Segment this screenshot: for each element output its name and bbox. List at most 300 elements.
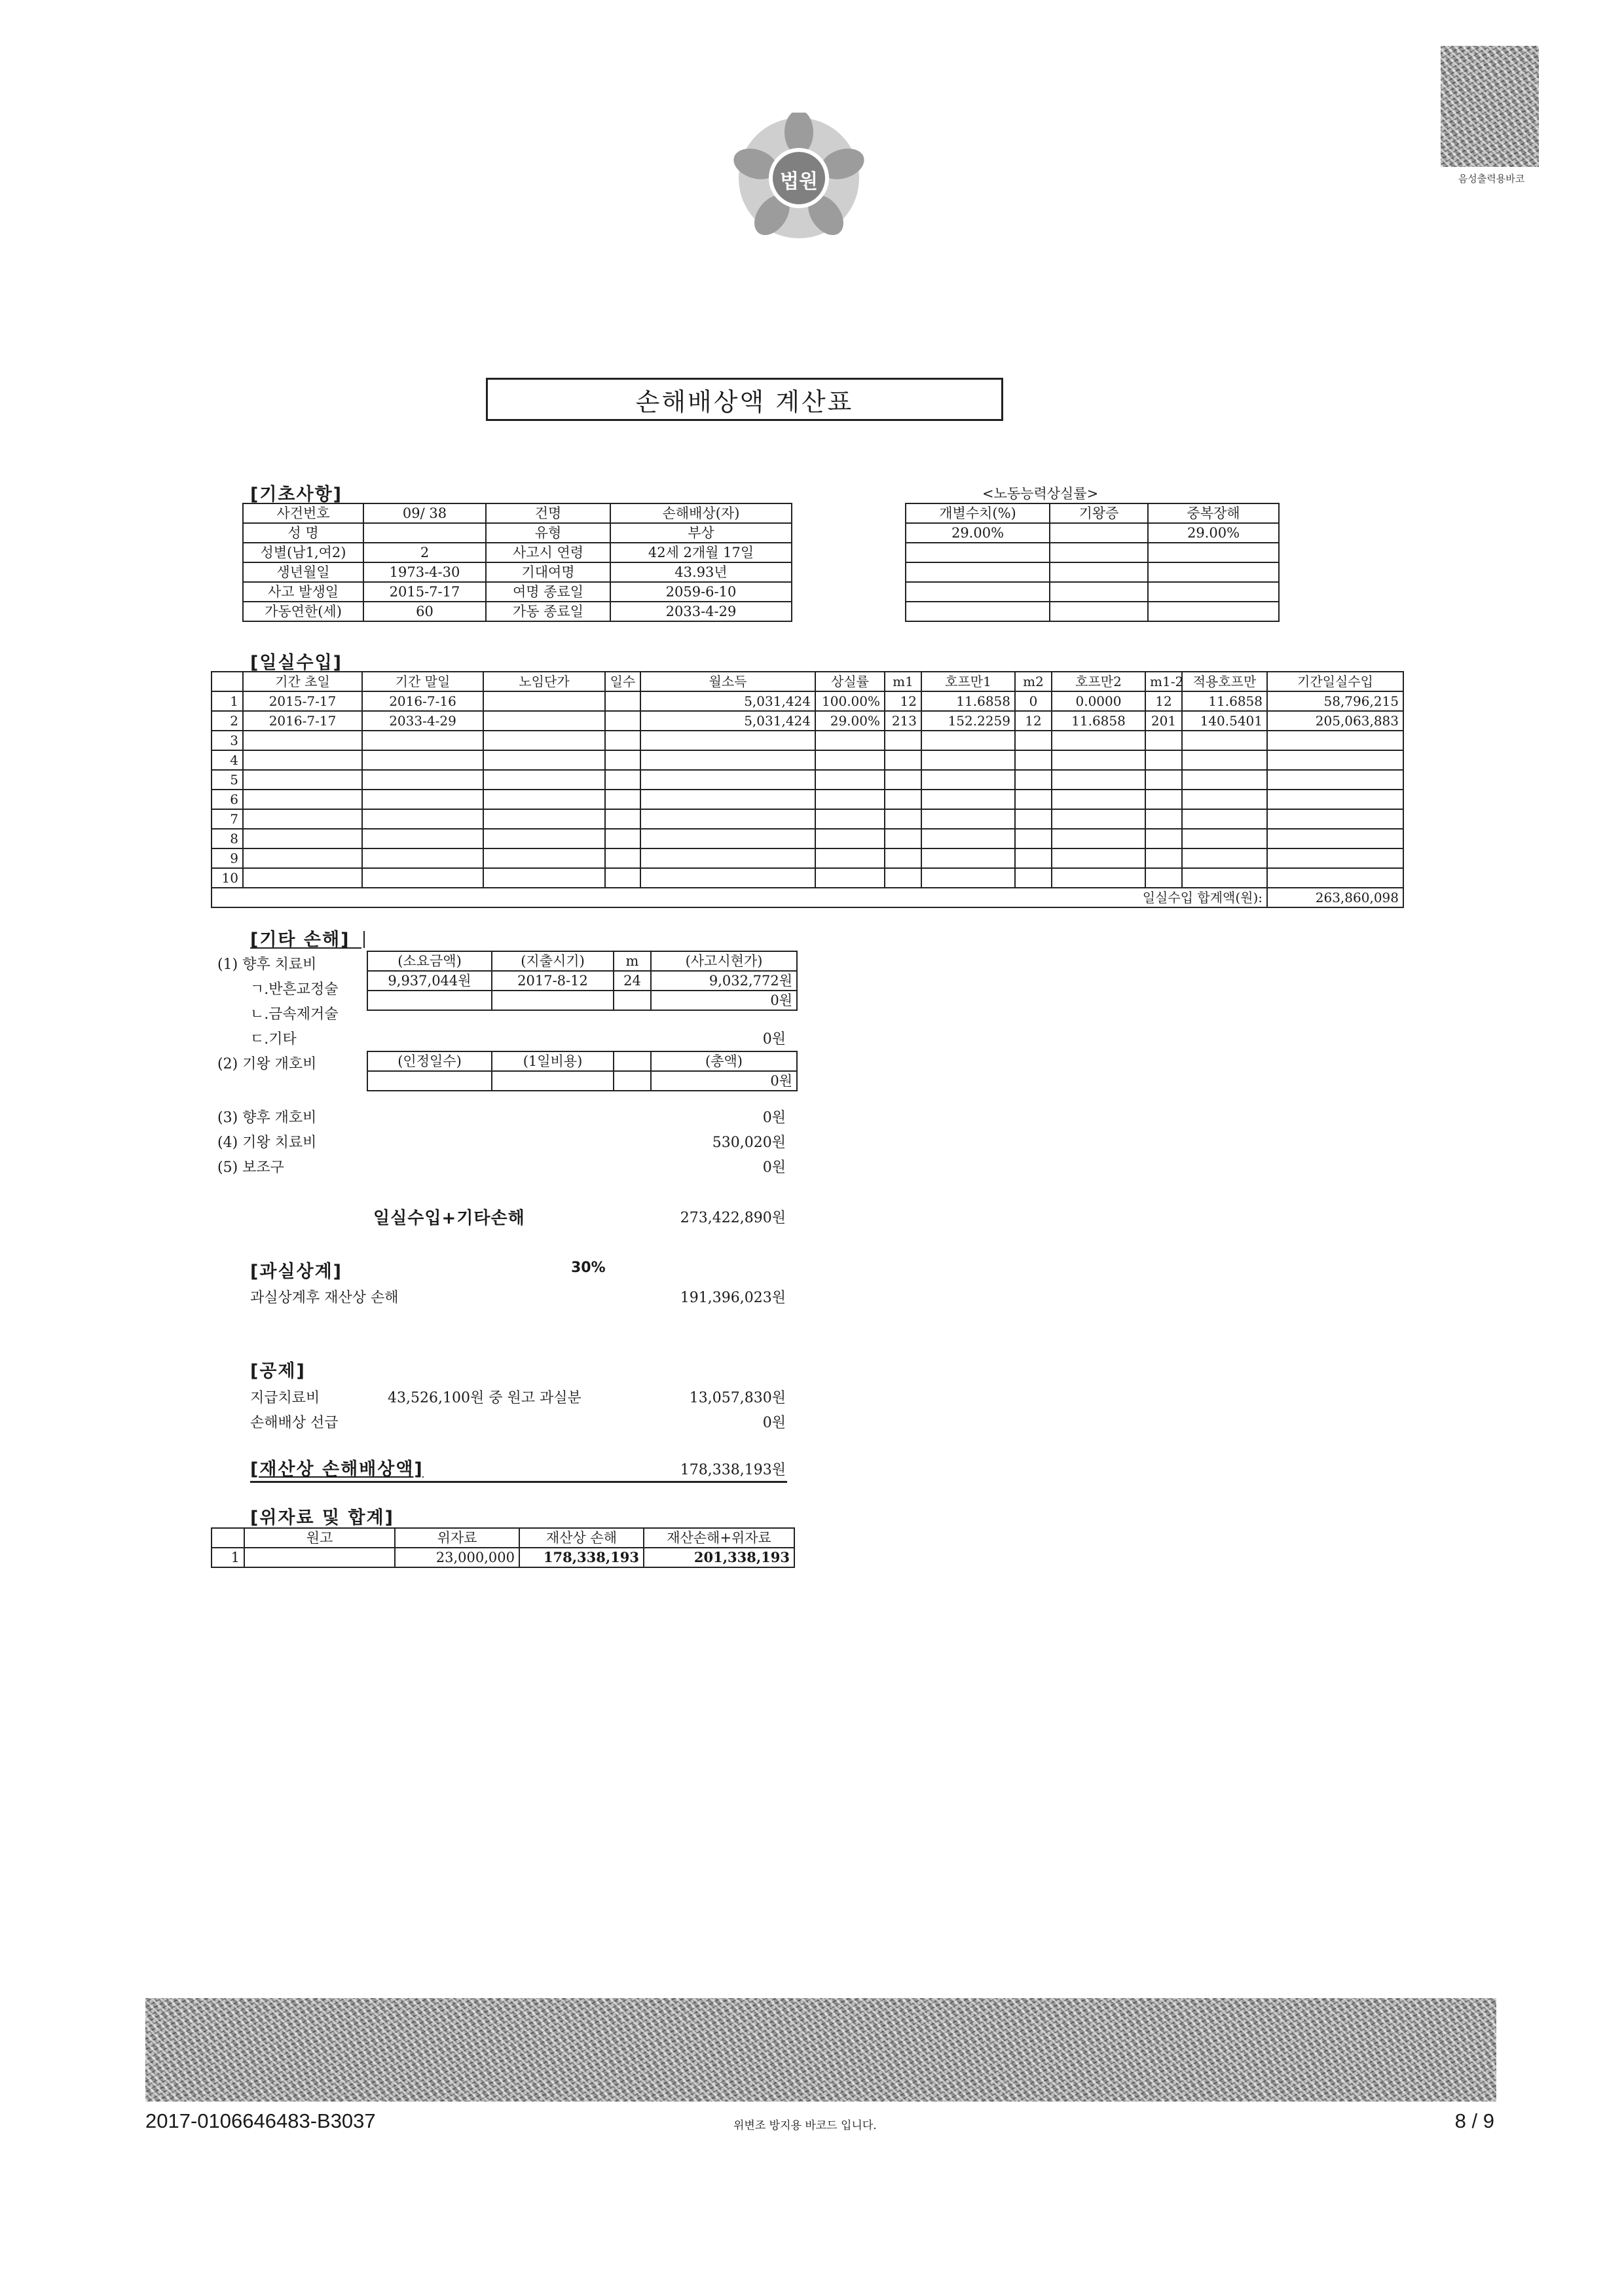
disability-header: 중복장해 xyxy=(1148,503,1279,523)
income-cell: 5,031,424 xyxy=(640,691,815,711)
income-plus-other-value: 273,422,890원 xyxy=(680,1210,786,1226)
income-cell xyxy=(885,750,921,770)
basic-label: 여명 종료일 xyxy=(486,582,610,602)
deduction-paid-value: 13,057,830원 xyxy=(689,1390,786,1406)
future-header-m: m xyxy=(614,951,651,971)
income-cell: 11.6858 xyxy=(921,691,1015,711)
future-header-amount: (소요금액) xyxy=(367,951,492,971)
basic-label: 성별(남1,여2) xyxy=(243,543,363,562)
income-cell xyxy=(1015,731,1052,750)
emblem-text: 법원 xyxy=(780,170,818,193)
income-cell xyxy=(243,750,362,770)
income-cell xyxy=(921,848,1015,868)
income-cell xyxy=(1182,848,1267,868)
disability-cell xyxy=(1050,543,1148,562)
income-cell xyxy=(1267,829,1403,848)
income-cell: 4 xyxy=(212,750,243,770)
deduction-advance-label: 손해배상 선급 xyxy=(250,1415,339,1431)
page-number: 8 / 9 xyxy=(1454,2109,1494,2132)
disability-cell xyxy=(906,602,1050,621)
income-cell: 2033-4-29 xyxy=(362,711,483,731)
property-value: 178,338,193원 xyxy=(680,1462,786,1478)
deduction-paid-label: 지급치료비 xyxy=(250,1390,320,1406)
income-header: 기간일실수입 xyxy=(1267,672,1403,691)
care-header-total: (총액) xyxy=(651,1051,797,1071)
income-cell xyxy=(885,829,921,848)
income-cell xyxy=(362,848,483,868)
income-cell xyxy=(1182,868,1267,888)
other-section-title: [기타 손해] xyxy=(250,930,350,950)
income-cell: 12 xyxy=(885,691,921,711)
consolation-row-no: 1 xyxy=(212,1548,244,1567)
income-cell xyxy=(1015,829,1052,848)
property-section-title: [재산상 손해배상액] xyxy=(250,1459,424,1480)
income-cell: 6 xyxy=(212,790,243,809)
consolation-header-no xyxy=(212,1528,244,1548)
consolation-table-wrap xyxy=(211,1527,795,1568)
income-row xyxy=(212,848,1403,868)
income-cell xyxy=(1182,731,1267,750)
consolation-header-row xyxy=(212,1528,794,1548)
income-cell xyxy=(243,848,362,868)
basic-value xyxy=(363,523,486,543)
fault-rate: 30% xyxy=(571,1260,606,1276)
care-cost-value xyxy=(492,1071,614,1091)
income-cell xyxy=(362,731,483,750)
care-days-value xyxy=(367,1071,492,1091)
disability-row xyxy=(906,562,1279,582)
income-cell: 7 xyxy=(212,809,243,829)
income-cell xyxy=(1052,809,1145,829)
consolation-row-plaintiff xyxy=(244,1548,395,1567)
income-cell: 8 xyxy=(212,829,243,848)
income-cell xyxy=(362,809,483,829)
income-header: 호프만1 xyxy=(921,672,1015,691)
income-cell xyxy=(243,809,362,829)
income-cell: 11.6858 xyxy=(1182,691,1267,711)
income-row xyxy=(212,809,1403,829)
basic-label: 생년월일 xyxy=(243,562,363,582)
care-total-value: 0원 xyxy=(651,1071,797,1091)
basic-label: 성 명 xyxy=(243,523,363,543)
income-row xyxy=(212,750,1403,770)
income-table xyxy=(211,671,1404,908)
other-title-underline xyxy=(250,947,361,949)
income-cell xyxy=(243,770,362,790)
income-cell xyxy=(362,829,483,848)
income-cell xyxy=(1052,848,1145,868)
basic-label: 가동연한(세) xyxy=(243,602,363,621)
consolation-section-title: [위자료 및 합계] xyxy=(250,1508,394,1528)
income-cell xyxy=(1267,731,1403,750)
income-cell xyxy=(483,711,605,731)
income-cell xyxy=(483,829,605,848)
basic-label: 건명 xyxy=(486,503,610,523)
basic-table-wrap xyxy=(242,503,792,622)
income-cell xyxy=(243,829,362,848)
income-cell: 1 xyxy=(212,691,243,711)
basic-value: 2033-4-29 xyxy=(610,602,792,621)
income-cell: 10 xyxy=(212,868,243,888)
future-row-2-m xyxy=(614,991,651,1010)
income-cell xyxy=(1145,829,1182,848)
future-row-2-time xyxy=(492,991,614,1010)
income-cell: 100.00% xyxy=(815,691,885,711)
income-cell: 0.0000 xyxy=(1052,691,1145,711)
income-cell xyxy=(1182,829,1267,848)
income-row xyxy=(212,790,1403,809)
anti-forgery-barcode xyxy=(145,1998,1496,2102)
income-cell xyxy=(1015,868,1052,888)
disability-table-wrap xyxy=(905,503,1280,622)
income-cell xyxy=(1267,770,1403,790)
income-cell xyxy=(243,868,362,888)
income-cell xyxy=(1015,809,1052,829)
basic-value: 2015-7-17 xyxy=(363,582,486,602)
income-cell: 213 xyxy=(885,711,921,731)
income-cell xyxy=(640,731,815,750)
income-row xyxy=(212,691,1403,711)
income-total-value: 263,860,098 xyxy=(1267,888,1403,907)
income-cell: 2016-7-16 xyxy=(362,691,483,711)
barcode-notice: 위변조 방지용 바코드 입니다. xyxy=(733,2119,877,2132)
disability-header: 개별수치(%) xyxy=(906,503,1050,523)
income-cell xyxy=(921,750,1015,770)
income-cell xyxy=(921,770,1015,790)
income-cell: 12 xyxy=(1145,691,1182,711)
qr-barcode xyxy=(1441,46,1539,167)
income-row xyxy=(212,868,1403,888)
basic-row xyxy=(243,562,792,582)
income-header: 노임단가 xyxy=(483,672,605,691)
future-care-value: 0원 xyxy=(762,1110,786,1126)
income-cell xyxy=(1052,829,1145,848)
future-care-label: (3) 향후 개호비 xyxy=(217,1110,317,1126)
basic-value: 손해배상(자) xyxy=(610,503,792,523)
care-blank-value xyxy=(614,1071,651,1091)
income-cell xyxy=(605,770,640,790)
income-cell xyxy=(885,770,921,790)
future-row-2 xyxy=(367,991,797,1010)
income-cell xyxy=(815,731,885,750)
income-cell xyxy=(1015,750,1052,770)
basic-value: 60 xyxy=(363,602,486,621)
future-row-1 xyxy=(367,971,797,991)
disability-cell xyxy=(1148,562,1279,582)
basic-row xyxy=(243,523,792,543)
care-header-daily-cost: (1일비용) xyxy=(492,1051,614,1071)
income-cell xyxy=(1182,770,1267,790)
income-cell: 12 xyxy=(1015,711,1052,731)
income-cell: 205,063,883 xyxy=(1267,711,1403,731)
income-cell: 2 xyxy=(212,711,243,731)
consolation-header-solatium: 위자료 xyxy=(395,1528,519,1548)
disability-cell xyxy=(1148,602,1279,621)
basic-value: 부상 xyxy=(610,523,792,543)
income-cell xyxy=(815,790,885,809)
aids-label: (5) 보조구 xyxy=(217,1159,284,1176)
income-cell xyxy=(483,868,605,888)
document-id: 2017-0106646483-B3037 xyxy=(145,2109,376,2132)
barcode-label: 음성출력용바코 xyxy=(1458,173,1525,185)
document-title-box xyxy=(486,378,1003,421)
disability-cell xyxy=(1050,602,1148,621)
income-cell xyxy=(605,848,640,868)
disability-table xyxy=(905,503,1280,622)
income-cell xyxy=(483,750,605,770)
basic-value: 1973-4-30 xyxy=(363,562,486,582)
income-header xyxy=(212,672,243,691)
basic-label: 사건번호 xyxy=(243,503,363,523)
consolation-row-property: 178,338,193 xyxy=(519,1548,644,1567)
care-label: (2) 기왕 개호비 xyxy=(217,1056,317,1072)
consolation-row-1 xyxy=(212,1548,794,1567)
disability-cell xyxy=(1148,582,1279,602)
income-cell xyxy=(1182,750,1267,770)
income-cell xyxy=(1267,809,1403,829)
disability-cell xyxy=(906,582,1050,602)
consolation-row-solatium: 23,000,000 xyxy=(395,1548,519,1567)
income-cell xyxy=(605,790,640,809)
basic-label: 기대여명 xyxy=(486,562,610,582)
income-total-row xyxy=(212,888,1403,907)
income-cell xyxy=(640,790,815,809)
income-cell xyxy=(1267,868,1403,888)
income-cell xyxy=(483,731,605,750)
disability-cell xyxy=(1050,562,1148,582)
future-row-1-amount: 9,937,044원 xyxy=(367,971,492,991)
basic-value: 2059-6-10 xyxy=(610,582,792,602)
income-cell xyxy=(605,868,640,888)
income-cell xyxy=(605,809,640,829)
income-cell xyxy=(1052,770,1145,790)
income-cell xyxy=(640,829,815,848)
income-total-label: 일실수입 합계액(원): xyxy=(212,888,1267,907)
income-cell: 140.5401 xyxy=(1182,711,1267,731)
income-section-title: [일실수입] xyxy=(250,653,343,673)
basic-label: 유형 xyxy=(486,523,610,543)
income-cell xyxy=(1267,750,1403,770)
document-title: 손해배상액 계산표 xyxy=(635,387,854,416)
future-row-1-label: ㄱ.반흔교정술 xyxy=(250,981,339,998)
past-treatment-value: 530,020원 xyxy=(712,1135,786,1151)
income-header: m2 xyxy=(1015,672,1052,691)
future-row-1-present-value: 9,032,772원 xyxy=(651,971,797,991)
income-cell xyxy=(815,770,885,790)
income-header: m1-2 xyxy=(1145,672,1182,691)
income-cell: 11.6858 xyxy=(1052,711,1145,731)
income-cell xyxy=(483,848,605,868)
property-rule xyxy=(250,1481,787,1483)
basic-value: 09/ 38 xyxy=(363,503,486,523)
income-cell xyxy=(362,868,483,888)
income-cell xyxy=(1015,770,1052,790)
disability-row xyxy=(906,523,1279,543)
income-header: 월소득 xyxy=(640,672,815,691)
income-cell xyxy=(362,750,483,770)
income-header: 기간 말일 xyxy=(362,672,483,691)
future-row-1-time: 2017-8-12 xyxy=(492,971,614,991)
income-row xyxy=(212,731,1403,750)
basic-label: 사고시 연령 xyxy=(486,543,610,562)
disability-row xyxy=(906,543,1279,562)
income-cell xyxy=(1145,809,1182,829)
income-cell xyxy=(921,809,1015,829)
income-cell xyxy=(815,848,885,868)
income-cell xyxy=(921,790,1015,809)
care-table-wrap xyxy=(367,1051,798,1091)
income-cell xyxy=(605,829,640,848)
basic-value: 42세 2개월 17일 xyxy=(610,543,792,562)
income-header-row xyxy=(212,672,1403,691)
future-row-2-label: ㄴ.금속제거술 xyxy=(250,1006,339,1023)
income-cell xyxy=(483,770,605,790)
basic-row xyxy=(243,582,792,602)
income-header: m1 xyxy=(885,672,921,691)
basic-value: 2 xyxy=(363,543,486,562)
income-cell: 29.00% xyxy=(815,711,885,731)
income-row xyxy=(212,711,1403,731)
aids-value: 0원 xyxy=(762,1159,786,1176)
basic-info-table xyxy=(242,503,792,622)
income-cell xyxy=(1145,750,1182,770)
future-row-3-value: 0원 xyxy=(762,1031,786,1048)
basic-row xyxy=(243,503,792,523)
care-header-row xyxy=(367,1051,797,1071)
basic-section-title: [기초사항] xyxy=(250,484,343,505)
income-cell xyxy=(1145,790,1182,809)
deduction-paid-detail: 43,526,100원 중 원고 과실분 xyxy=(388,1390,581,1406)
disability-cell xyxy=(1050,523,1148,543)
future-treatment-label: (1) 향후 치료비 xyxy=(217,957,317,973)
disability-title: <노동능력상실률> xyxy=(982,486,1099,501)
disability-cell xyxy=(906,543,1050,562)
income-cell: 3 xyxy=(212,731,243,750)
income-cell xyxy=(483,790,605,809)
income-cell xyxy=(885,790,921,809)
consolation-row-total: 201,338,193 xyxy=(644,1548,794,1567)
future-row-2-amount xyxy=(367,991,492,1010)
consolation-header-plaintiff: 원고 xyxy=(244,1528,395,1548)
income-cell xyxy=(1052,731,1145,750)
future-row-1-m: 24 xyxy=(614,971,651,991)
income-cell xyxy=(243,731,362,750)
income-cell: 0 xyxy=(1015,691,1052,711)
fault-label: 과실상계후 재산상 손해 xyxy=(250,1290,399,1306)
income-cell xyxy=(362,770,483,790)
income-cell xyxy=(1267,848,1403,868)
basic-row xyxy=(243,543,792,562)
income-cell: 201 xyxy=(1145,711,1182,731)
disability-cell xyxy=(1050,582,1148,602)
disability-cell: 29.00% xyxy=(1148,523,1279,543)
income-cell xyxy=(1015,790,1052,809)
income-cell xyxy=(921,868,1015,888)
care-header-days: (인정일수) xyxy=(367,1051,492,1071)
consolation-header-property: 재산상 손해 xyxy=(519,1528,644,1548)
income-cell xyxy=(815,809,885,829)
income-cell: 5,031,424 xyxy=(640,711,815,731)
income-cell: 2016-7-17 xyxy=(243,711,362,731)
income-header: 일수 xyxy=(605,672,640,691)
income-header: 호프만2 xyxy=(1052,672,1145,691)
income-cell: 9 xyxy=(212,848,243,868)
income-cell xyxy=(640,868,815,888)
income-cell xyxy=(1182,790,1267,809)
income-cell xyxy=(605,711,640,731)
care-table xyxy=(367,1051,798,1091)
income-cell xyxy=(1145,770,1182,790)
income-cell xyxy=(1145,868,1182,888)
fault-value: 191,396,023원 xyxy=(680,1290,786,1306)
future-treatment-table xyxy=(367,951,798,1011)
income-cell xyxy=(605,750,640,770)
consolation-table xyxy=(211,1527,795,1568)
income-table-wrap xyxy=(211,671,1404,908)
future-table-wrap xyxy=(367,951,798,1011)
income-cell xyxy=(640,750,815,770)
future-header-row xyxy=(367,951,797,971)
income-cell xyxy=(1267,790,1403,809)
income-cell xyxy=(885,848,921,868)
income-cell xyxy=(1145,731,1182,750)
income-cell xyxy=(1015,848,1052,868)
income-cell xyxy=(1182,809,1267,829)
other-title-rule xyxy=(363,931,365,948)
income-cell xyxy=(921,829,1015,848)
disability-row xyxy=(906,582,1279,602)
basic-row xyxy=(243,602,792,621)
income-row xyxy=(212,829,1403,848)
income-header: 상실률 xyxy=(815,672,885,691)
care-header-blank xyxy=(614,1051,651,1071)
future-header-time: (지출시기) xyxy=(492,951,614,971)
income-cell xyxy=(362,790,483,809)
income-cell: 58,796,215 xyxy=(1267,691,1403,711)
future-row-2-present-value: 0원 xyxy=(651,991,797,1010)
past-treatment-label: (4) 기왕 치료비 xyxy=(217,1135,317,1151)
income-cell xyxy=(1052,790,1145,809)
fault-section-title: [과실상계] xyxy=(250,1262,343,1282)
income-cell xyxy=(243,790,362,809)
income-cell xyxy=(1052,868,1145,888)
disability-header: 기왕증 xyxy=(1050,503,1148,523)
basic-label: 사고 발생일 xyxy=(243,582,363,602)
income-cell xyxy=(815,868,885,888)
deduction-section-title: [공제] xyxy=(250,1361,306,1381)
income-header: 기간 초일 xyxy=(243,672,362,691)
court-emblem xyxy=(733,113,864,244)
income-cell xyxy=(815,750,885,770)
income-row xyxy=(212,770,1403,790)
income-cell xyxy=(640,770,815,790)
consolation-header-total: 재산손해+위자료 xyxy=(644,1528,794,1548)
future-row-3-label: ㄷ.기타 xyxy=(250,1031,297,1048)
income-cell xyxy=(1052,750,1145,770)
income-cell: 5 xyxy=(212,770,243,790)
care-value-row xyxy=(367,1071,797,1091)
income-cell xyxy=(885,809,921,829)
income-header: 적용호프만 xyxy=(1182,672,1267,691)
income-plus-other-label: 일실수입+기타손해 xyxy=(373,1209,525,1228)
disability-cell xyxy=(906,562,1050,582)
basic-value: 43.93년 xyxy=(610,562,792,582)
income-cell xyxy=(921,731,1015,750)
future-header-present-value: (사고시현가) xyxy=(651,951,797,971)
income-cell xyxy=(483,809,605,829)
disability-row xyxy=(906,602,1279,621)
deduction-advance-value: 0원 xyxy=(762,1415,786,1431)
